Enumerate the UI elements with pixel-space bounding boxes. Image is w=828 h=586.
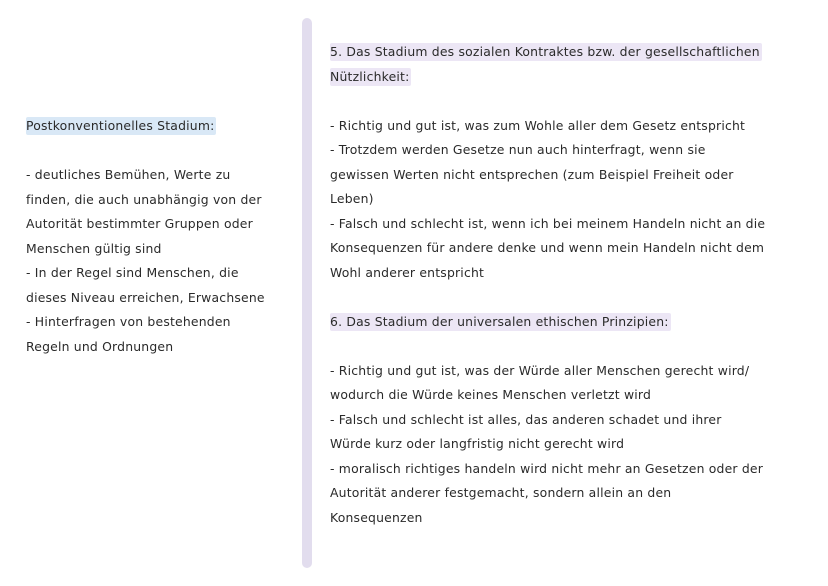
section5-heading-line [330,65,810,90]
section5-line: gewissen Werten nicht entsprechen (zum Beispiel Freiheit oder [330,166,734,182]
spacer [330,89,810,114]
left-heading: Postkonventionelles Stadium: [26,118,215,133]
column-divider [302,18,312,568]
section5-line: Wohl anderer entspricht [330,264,485,280]
left-line: - deutliches Bemühen, Werte zu [26,167,231,182]
section5-line: Konsequenzen für andere denke und wenn mein Handeln nicht dem [330,240,765,255]
section6-heading-line [330,310,810,335]
section6-line: - moralisch richtiges handeln wird nicht mehr an Gesetzen oder der [330,460,764,476]
left-line: - In der Regel sind Menschen, die [26,265,239,280]
section5-line: - Falsch und schlecht ist, wenn ich bei meinem Handeln nicht an die [330,215,766,231]
left-column [26,114,286,359]
spacer [330,334,810,359]
section5-heading-line [330,40,810,65]
left-heading-line [26,114,286,139]
spacer [26,139,286,164]
left-line: finden, die auch unabhängig von der [26,191,262,207]
right-column [330,40,810,530]
left-line: - Hinterfragen von bestehenden [26,314,231,329]
section6-line: Konsequenzen [330,509,423,525]
section6-line: - Falsch und schlecht ist alles, das anderen schadet und ihrer [330,411,722,427]
section5-heading: Nützlichkeit: [330,68,410,84]
section6-line: - Richtig und gut ist, was der Würde aller Menschen gerecht wird/ [330,362,750,378]
section5-line: - Trotzdem werden Gesetze nun auch hinterfragt, wenn sie [330,142,706,157]
section5-line: - Richtig und gut ist, was zum Wohle aller dem Gesetz entspricht [330,117,746,133]
section6-line: wodurch die Würde keines Menschen verletzt wird [330,387,652,402]
section5-heading: 5. Das Stadium des sozialen Kontraktes bzw. der gesellschaftlichen [330,44,760,59]
left-line: Autorität bestimmter Gruppen oder [26,216,253,231]
section6-line: Autorität anderer festgemacht, sondern allein an den [330,485,672,500]
left-line: dieses Niveau erreichen, Erwachsene [26,289,265,305]
left-line: Regeln und Ordnungen [26,338,174,354]
section5-line: Leben) [330,191,374,206]
spacer [330,285,810,310]
left-line: Menschen gültig sind [26,240,162,256]
section6-line: Würde kurz oder langfristig nicht gerecht wird [330,436,625,451]
section6-heading: 6. Das Stadium der universalen ethischen Prinzipien: [330,313,669,329]
